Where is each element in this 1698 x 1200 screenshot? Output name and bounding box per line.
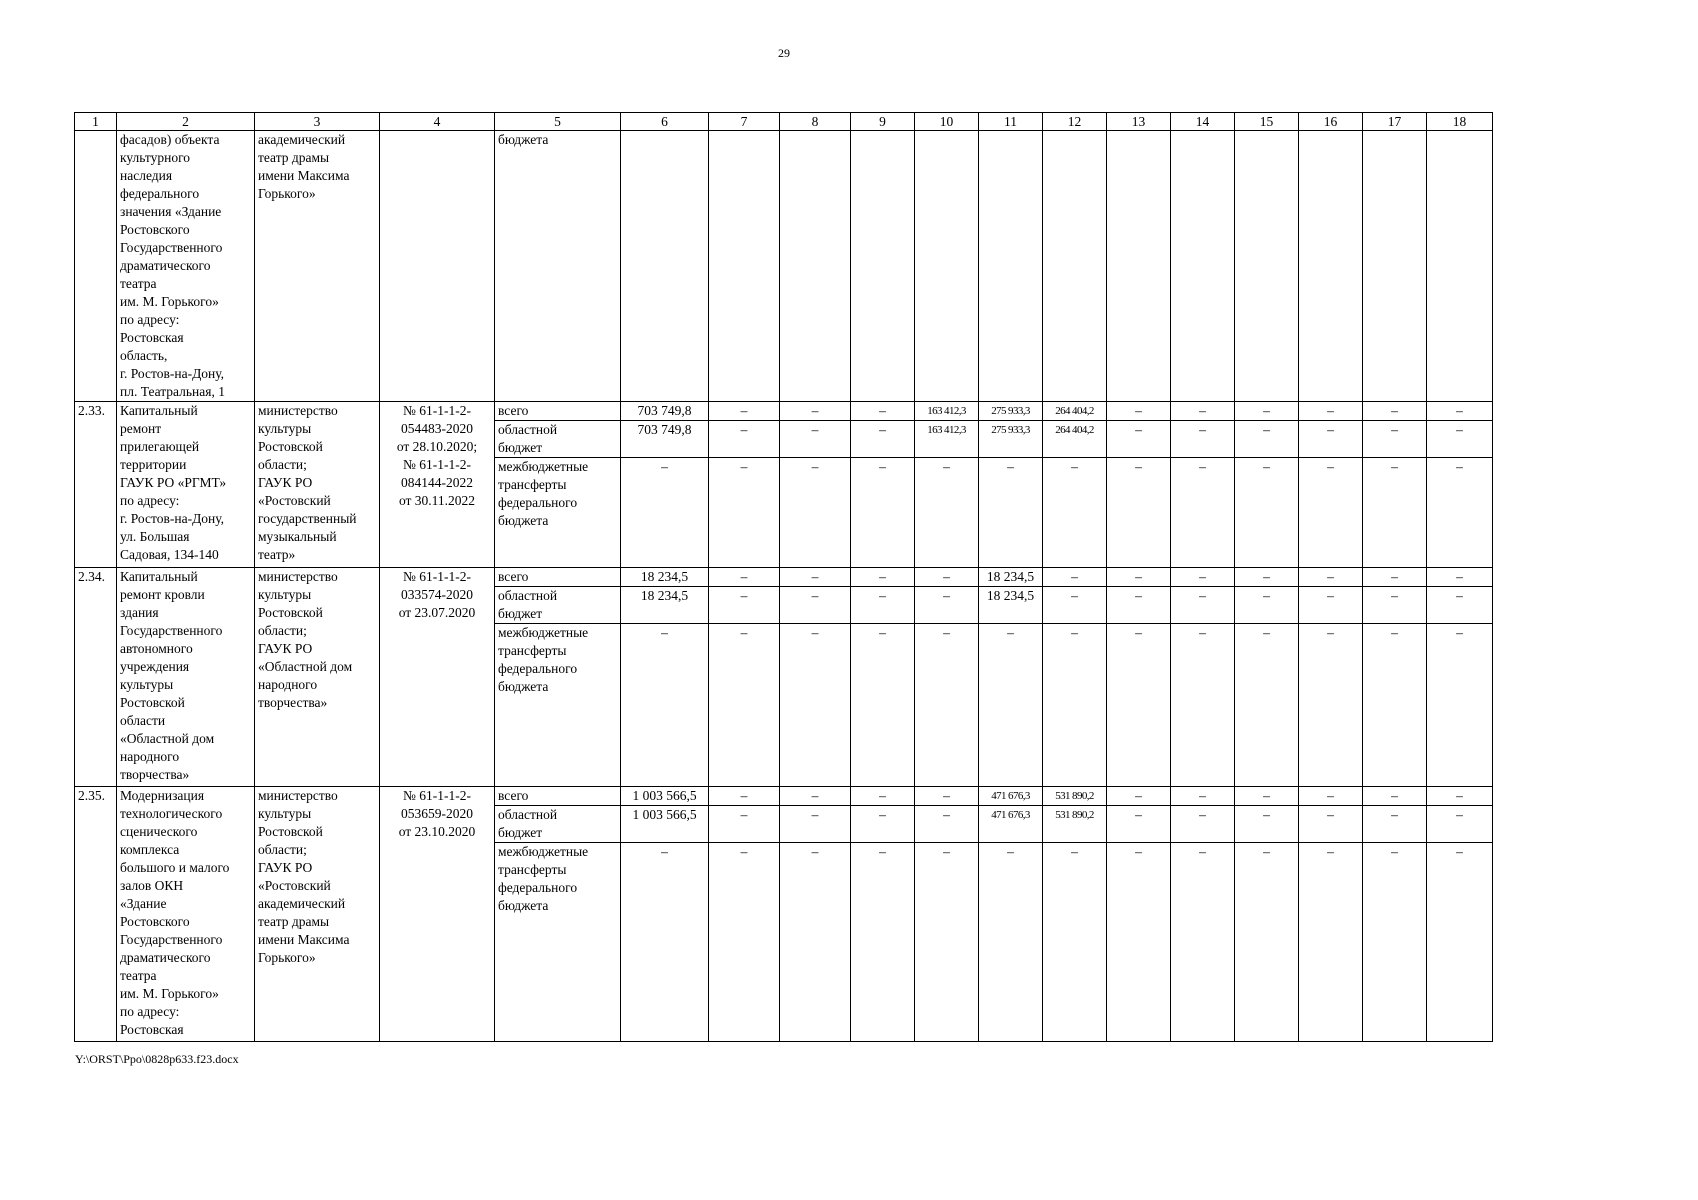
contract-cell: № 61-1-1-2- 054483-2020 от 28.10.2020; № 61-1-1-2- 084144-2022 от 30.11.2022: [380, 402, 495, 568]
value-cell: –: [979, 458, 1043, 568]
value-cell: –: [1235, 787, 1299, 806]
column-header: 6: [621, 113, 709, 131]
value-cell: –: [1427, 624, 1493, 787]
value-cell: –: [1427, 587, 1493, 624]
funding-source-cell: всего: [495, 568, 621, 587]
measure-name-cell: Модернизация технологического сценического комплекса большого и малого залов ОКН «Здание Ростовского Государственного драматического театра им. М. Горького» по адресу: Ростовская: [117, 787, 255, 1042]
value-cell: –: [915, 843, 979, 1042]
value-cell: –: [709, 458, 780, 568]
value-cell: –: [1427, 458, 1493, 568]
value-cell: [1171, 131, 1235, 402]
value-cell: –: [1235, 624, 1299, 787]
column-header: 17: [1363, 113, 1427, 131]
value-cell: –: [1427, 402, 1493, 421]
measure-name-cell: фасадов) объекта культурного наследия федерального значения «Здание Ростовского Государственного драматического театра им. М. Горького» по адресу: Ростовская область, г. Ростов-на-Дону, пл. Театральная, 1: [117, 131, 255, 402]
value-cell: 471 676,3: [979, 806, 1043, 843]
value-cell: –: [1171, 787, 1235, 806]
row-number-cell: 2.33.: [75, 402, 117, 568]
table-row: [75, 787, 1493, 806]
funding-source-cell: межбюджетные трансферты федерального бюджета: [495, 624, 621, 787]
value-cell: [1427, 131, 1493, 402]
value-cell: –: [1363, 587, 1427, 624]
value-cell: –: [1299, 568, 1363, 587]
value-cell: –: [1107, 568, 1171, 587]
value-cell: –: [1299, 458, 1363, 568]
column-header: 1: [75, 113, 117, 131]
column-header: 18: [1427, 113, 1493, 131]
value-cell: –: [915, 624, 979, 787]
value-cell: –: [1107, 787, 1171, 806]
value-cell: –: [1299, 587, 1363, 624]
value-cell: –: [709, 787, 780, 806]
table-row: [75, 402, 1493, 421]
funding-source-cell: областной бюджет: [495, 806, 621, 843]
value-cell: –: [1363, 402, 1427, 421]
value-cell: –: [709, 587, 780, 624]
value-cell: –: [709, 568, 780, 587]
value-cell: [915, 131, 979, 402]
value-cell: –: [851, 402, 915, 421]
value-cell: 531 890,2: [1043, 806, 1107, 843]
value-cell: –: [1107, 421, 1171, 458]
value-cell: –: [1107, 624, 1171, 787]
value-cell: –: [1235, 568, 1299, 587]
value-cell: –: [1171, 458, 1235, 568]
page-number: 29: [778, 46, 790, 60]
value-cell: [1107, 131, 1171, 402]
value-cell: –: [1171, 806, 1235, 843]
value-cell: –: [780, 843, 851, 1042]
measure-name-cell: Капитальный ремонт кровли здания Государственного автономного учреждения культуры Ростовской области «Областной дом народного творчества»: [117, 568, 255, 787]
value-cell: –: [780, 568, 851, 587]
value-cell: –: [1363, 458, 1427, 568]
value-cell: –: [1363, 787, 1427, 806]
value-cell: 275 933,3: [979, 421, 1043, 458]
value-cell: –: [780, 458, 851, 568]
value-cell: –: [621, 843, 709, 1042]
value-cell: –: [780, 624, 851, 787]
value-cell: 163 412,3: [915, 421, 979, 458]
value-cell: –: [1171, 402, 1235, 421]
value-cell: 471 676,3: [979, 787, 1043, 806]
value-cell: –: [1107, 843, 1171, 1042]
value-cell: –: [851, 421, 915, 458]
value-cell: 275 933,3: [979, 402, 1043, 421]
value-cell: [1043, 131, 1107, 402]
value-cell: –: [709, 843, 780, 1042]
value-cell: 163 412,3: [915, 402, 979, 421]
value-cell: 18 234,5: [621, 568, 709, 587]
value-cell: –: [1299, 787, 1363, 806]
value-cell: –: [979, 624, 1043, 787]
value-cell: –: [1235, 421, 1299, 458]
value-cell: –: [851, 458, 915, 568]
value-cell: [1363, 131, 1427, 402]
value-cell: –: [780, 787, 851, 806]
column-header: 3: [255, 113, 380, 131]
value-cell: –: [851, 787, 915, 806]
value-cell: –: [709, 421, 780, 458]
value-cell: [1235, 131, 1299, 402]
funding-source-cell: бюджета: [495, 131, 621, 402]
executor-cell: министерство культуры Ростовской области; ГАУК РО «Областной дом народного творчества»: [255, 568, 380, 787]
value-cell: –: [709, 624, 780, 787]
value-cell: –: [915, 806, 979, 843]
value-cell: –: [1299, 402, 1363, 421]
contract-cell: № 61-1-1-2- 053659-2020 от 23.10.2020: [380, 787, 495, 1042]
value-cell: –: [709, 806, 780, 843]
table-row: [75, 568, 1493, 587]
row-number-cell: [75, 131, 117, 402]
value-cell: –: [1427, 843, 1493, 1042]
contract-cell: № 61-1-1-2- 033574-2020 от 23.07.2020: [380, 568, 495, 787]
value-cell: –: [1427, 787, 1493, 806]
table-row: [75, 131, 1493, 402]
value-cell: –: [1235, 843, 1299, 1042]
column-header: 14: [1171, 113, 1235, 131]
value-cell: –: [1299, 421, 1363, 458]
value-cell: –: [621, 458, 709, 568]
column-header: 12: [1043, 113, 1107, 131]
value-cell: –: [1043, 587, 1107, 624]
value-cell: –: [780, 402, 851, 421]
value-cell: [979, 131, 1043, 402]
funding-source-cell: межбюджетные трансферты федерального бюджета: [495, 458, 621, 568]
row-number-cell: 2.34.: [75, 568, 117, 787]
value-cell: –: [851, 843, 915, 1042]
column-header: 8: [780, 113, 851, 131]
value-cell: –: [1171, 568, 1235, 587]
value-cell: –: [1235, 458, 1299, 568]
value-cell: 18 234,5: [621, 587, 709, 624]
column-header: 7: [709, 113, 780, 131]
column-header: 13: [1107, 113, 1171, 131]
value-cell: 264 404,2: [1043, 421, 1107, 458]
value-cell: [851, 131, 915, 402]
value-cell: –: [915, 587, 979, 624]
file-path-footer: Y:\ORST\Ppo\0828p633.f23.docx: [75, 1052, 239, 1066]
column-header: 11: [979, 113, 1043, 131]
column-header: 16: [1299, 113, 1363, 131]
value-cell: –: [1107, 587, 1171, 624]
value-cell: –: [851, 624, 915, 787]
funding-source-cell: областной бюджет: [495, 587, 621, 624]
value-cell: [621, 131, 709, 402]
value-cell: 18 234,5: [979, 568, 1043, 587]
value-cell: –: [1427, 806, 1493, 843]
value-cell: –: [1363, 624, 1427, 787]
value-cell: –: [1107, 458, 1171, 568]
column-header: 4: [380, 113, 495, 131]
value-cell: –: [979, 843, 1043, 1042]
value-cell: –: [1299, 624, 1363, 787]
value-cell: –: [780, 587, 851, 624]
value-cell: 264 404,2: [1043, 402, 1107, 421]
funding-source-cell: всего: [495, 402, 621, 421]
value-cell: –: [1171, 624, 1235, 787]
value-cell: 18 234,5: [979, 587, 1043, 624]
table-header-row: [75, 113, 1493, 131]
value-cell: 1 003 566,5: [621, 787, 709, 806]
row-number-cell: 2.35.: [75, 787, 117, 1042]
value-cell: –: [1171, 421, 1235, 458]
value-cell: –: [851, 568, 915, 587]
value-cell: [780, 131, 851, 402]
value-cell: –: [1363, 806, 1427, 843]
value-cell: –: [1299, 843, 1363, 1042]
value-cell: –: [915, 458, 979, 568]
value-cell: 1 003 566,5: [621, 806, 709, 843]
value-cell: [1299, 131, 1363, 402]
funding-source-cell: межбюджетные трансферты федерального бюджета: [495, 843, 621, 1042]
measure-name-cell: Капитальный ремонт прилегающей территории ГАУК РО «РГМТ» по адресу: г. Ростов-на-Дону, ул. Большая Садовая, 134-140: [117, 402, 255, 568]
value-cell: –: [1299, 806, 1363, 843]
value-cell: –: [1363, 843, 1427, 1042]
value-cell: –: [1235, 587, 1299, 624]
value-cell: –: [915, 787, 979, 806]
value-cell: [709, 131, 780, 402]
value-cell: –: [1043, 843, 1107, 1042]
executor-cell: министерство культуры Ростовской области; ГАУК РО «Ростовский академический театр драмы имени Максима Горького»: [255, 787, 380, 1042]
budget-table: [74, 112, 1493, 1042]
value-cell: –: [1043, 568, 1107, 587]
value-cell: –: [1363, 421, 1427, 458]
value-cell: –: [851, 587, 915, 624]
column-header: 10: [915, 113, 979, 131]
value-cell: –: [621, 624, 709, 787]
value-cell: –: [709, 402, 780, 421]
value-cell: –: [1171, 843, 1235, 1042]
funding-source-cell: всего: [495, 787, 621, 806]
value-cell: –: [1363, 568, 1427, 587]
value-cell: 703 749,8: [621, 421, 709, 458]
column-header: 2: [117, 113, 255, 131]
value-cell: –: [851, 806, 915, 843]
value-cell: –: [1427, 421, 1493, 458]
value-cell: –: [780, 421, 851, 458]
funding-source-cell: областной бюджет: [495, 421, 621, 458]
executor-cell: министерство культуры Ростовской области; ГАУК РО «Ростовский государственный музыкальный театр»: [255, 402, 380, 568]
column-header: 9: [851, 113, 915, 131]
value-cell: –: [1427, 568, 1493, 587]
value-cell: –: [915, 568, 979, 587]
value-cell: –: [1107, 402, 1171, 421]
column-header: 15: [1235, 113, 1299, 131]
value-cell: –: [1043, 624, 1107, 787]
value-cell: 703 749,8: [621, 402, 709, 421]
value-cell: –: [1107, 806, 1171, 843]
contract-cell: [380, 131, 495, 402]
value-cell: –: [1235, 806, 1299, 843]
value-cell: –: [1043, 458, 1107, 568]
value-cell: –: [1235, 402, 1299, 421]
value-cell: 531 890,2: [1043, 787, 1107, 806]
value-cell: –: [1171, 587, 1235, 624]
executor-cell: академический театр драмы имени Максима Горького»: [255, 131, 380, 402]
column-header: 5: [495, 113, 621, 131]
value-cell: –: [780, 806, 851, 843]
